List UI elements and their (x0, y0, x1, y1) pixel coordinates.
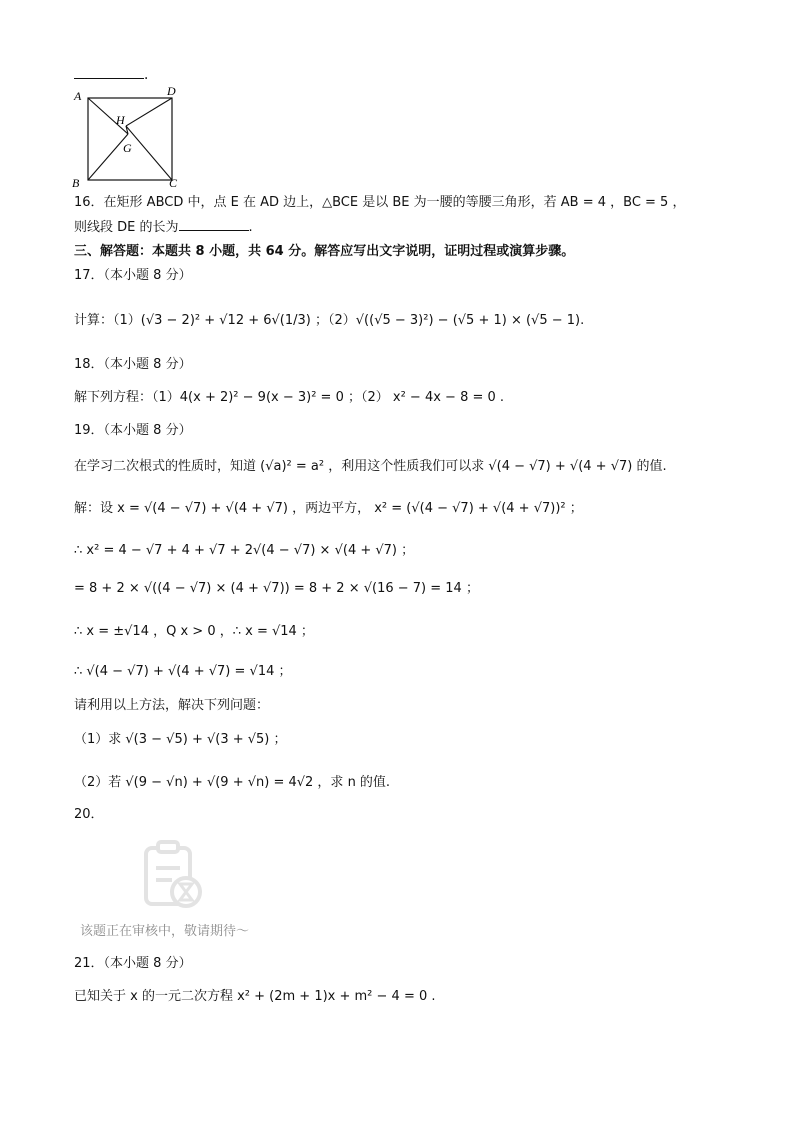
q21-heading: 21．（本小题 8 分） (74, 956, 192, 971)
segment-DH (126, 98, 172, 126)
q17-body: 计算：（1）(√3 − 2)² + √12 + 6√(1/3) ；（2）√((√5 − 3)²) − (√5 + 1) × (√5 − 1). (74, 313, 585, 328)
q19-part2: （2）若 √(9 − √n) + √(9 + √n) = 4√2 ，求 n 的值. (74, 775, 391, 790)
q16-answer-blank (179, 216, 249, 231)
q19-step3: = 8 + 2 × √((4 − √7) × (4 + √7)) = 8 + 2 × √(16 − 7) = 14 ； (74, 581, 479, 596)
q19-instruction: 请利用以上方法，解决下列问题： (74, 698, 270, 713)
q19-step5: ∴ √(4 − √7) + √(4 + √7) = √14 ； (74, 664, 292, 679)
q20-heading: 20． (74, 807, 104, 822)
q19-heading: 19．（本小题 8 分） (74, 423, 192, 438)
q19-part1: （1）求 √(3 − √5) + √(3 + √5) ； (74, 732, 287, 747)
label-H: H (116, 113, 125, 127)
label-D: D (167, 84, 176, 98)
label-A: A (74, 89, 82, 103)
q17-heading: 17．（本小题 8 分） (74, 268, 192, 283)
square-figure (68, 84, 188, 190)
q18-body: 解下列方程：（1）4(x + 2)² − 9(x − 3)² = 0 ；（2） x² − 4x − 8 = 0 . (74, 390, 505, 405)
q21-body: 已知关于 x 的一元二次方程 x² + (2m + 1)x + m² − 4 = 0 . (74, 989, 436, 1004)
q20-pending-notice: 该题正在审核中，敬请期待～ (80, 924, 250, 939)
label-C: C (169, 176, 178, 190)
clipboard-hourglass-icon (140, 838, 206, 914)
q19-step2: ∴ x² = 4 − √7 + 4 + √7 + 2√(4 − √7) × √(4 + √7) ； (74, 543, 415, 558)
q16-line2-post: . (248, 220, 253, 235)
section-3-heading: 三、解答题：本题共 8 小题，共 64 分。解答应写出文字说明，证明过程或演算步骤。 (74, 244, 575, 259)
blank-tail: . (144, 67, 149, 83)
square-outline (88, 98, 172, 180)
q19-step4: ∴ x = ±√14 ，Q x > 0 ，∴ x = √14 ； (74, 624, 314, 639)
label-B: B (72, 176, 80, 190)
q19-intro: 在学习二次根式的性质时，知道 (√a)² = a² ，利用这个性质我们可以求 √(4 − √7) + √(4 + √7) 的值. (74, 459, 667, 474)
answer-blank-line (74, 64, 148, 85)
segment-HC (126, 126, 172, 180)
q19-step1: 解：设 x = √(4 − √7) + √(4 + √7) ，两边平方， x² = (√(4 − √7) + √(4 + √7))² ； (74, 501, 583, 516)
segment-BG (88, 134, 128, 180)
answer-blank (74, 64, 144, 79)
q16-line2-pre: 则线段 DE 的长为 (74, 220, 179, 235)
q16-line1: 16．在矩形 ABCD 中，点 E 在 AD 边上，△BCE 是以 BE 为一腰的等腰三角形，若 AB = 4 ，BC = 5 ， (74, 195, 686, 210)
label-G: G (123, 141, 132, 155)
q16-line2 (74, 216, 253, 238)
q18-heading: 18．（本小题 8 分） (74, 357, 192, 372)
